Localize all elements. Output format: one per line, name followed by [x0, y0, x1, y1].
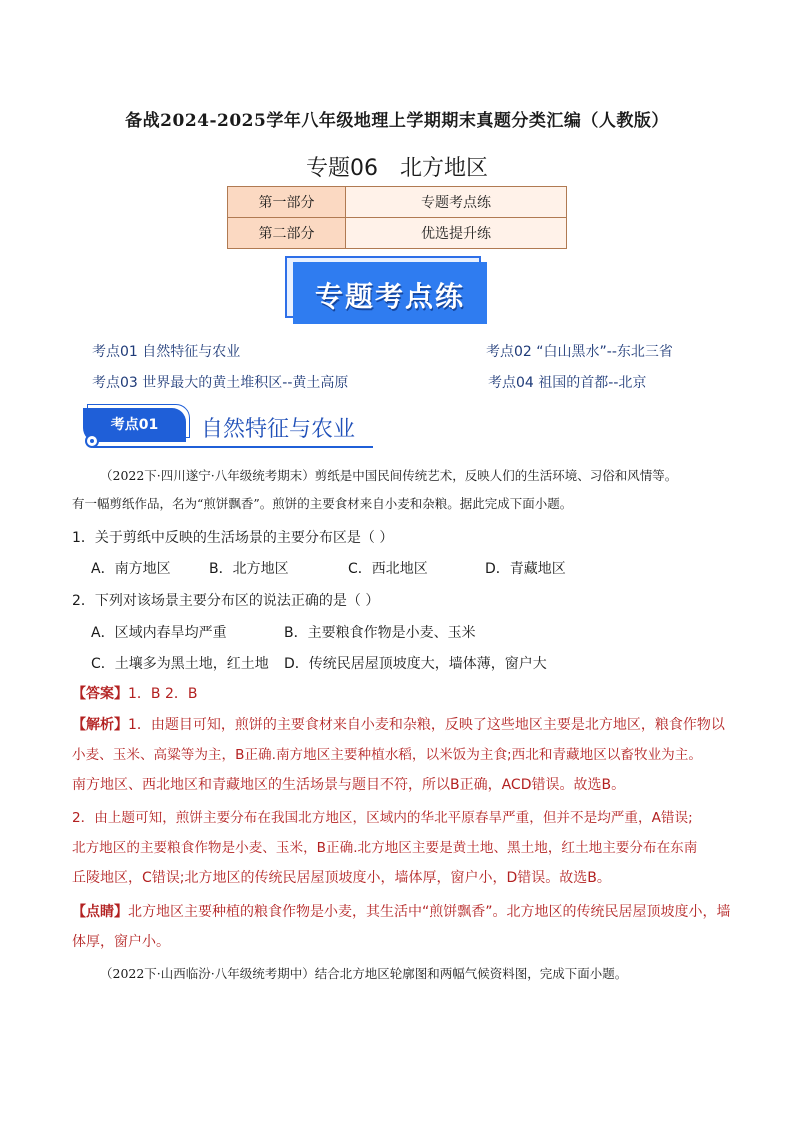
answer-tag: 【答案】 [72, 686, 128, 702]
kaodian-item-1[interactable]: 考点01 自然特征与农业 [92, 344, 241, 360]
section-banner [285, 256, 489, 324]
question-1-stem: 1．关于剪纸中反映的生活场景的主要分布区是（ ） [72, 530, 394, 546]
part-name: 优选提升练 [346, 218, 567, 249]
question-1-option-b[interactable]: B．北方地区 [209, 561, 289, 577]
part-label: 第一部分 [228, 187, 346, 218]
next-question-intro: （2022下·山西临汾·八年级统考期中）结合北方地区轮廓图和两幅气候资料图，完成下面小题。 [100, 966, 628, 981]
topic-title [0, 151, 794, 182]
kaodian-item-3[interactable]: 考点03 世界最大的黄土堆积区--黄土高原 [92, 375, 349, 391]
table-row [228, 218, 567, 249]
table-row [228, 187, 567, 218]
analysis-text: 1．由题目可知，煎饼的主要食材来自小麦和杂粮，反映了这些地区主要是北方地区，粮食作物以 [128, 717, 725, 733]
analysis-line-4: 2．由上题可知，煎饼主要分布在我国北方地区，区域内的华北平原春旱严重，但并不是均严重，A错误; [72, 810, 693, 826]
question-1-option-c[interactable]: C．西北地区 [348, 561, 428, 577]
question-2-option-b[interactable]: B．主要粮食作物是小麦、玉米 [284, 625, 476, 641]
section-title: 自然特征与农业 [201, 417, 356, 442]
question-2-option-d[interactable]: D．传统民居屋顶坡度大，墙体薄，窗户大 [284, 656, 547, 672]
analysis-line-3: 南方地区、西北地区和青藏地区的生活场景与题目不符，所以B正确，ACD错误。故选B。 [72, 777, 626, 793]
analysis-line-5: 北方地区的主要粮食作物是小麦、玉米，B正确.北方地区主要是黄土地、黑土地，红土地主要分布在东南 [72, 840, 698, 856]
banner-label: 专题考点练 [314, 280, 465, 313]
section-badge: 考点01 [83, 408, 186, 442]
part-label: 第二部分 [228, 218, 346, 249]
tip-tag: 【点睛】 [72, 904, 128, 920]
tip-line-1 [72, 898, 732, 927]
answer-text: 1．B 2．B [128, 686, 198, 702]
analysis-tag: 【解析】 [72, 717, 128, 733]
analysis-line-2: 小麦、玉米、高粱等为主，B正确.南方地区主要种植水稻，以米饭为主食;西北和青藏地区以畜牧业为主。 [72, 747, 702, 763]
kaodian-item-2[interactable]: 考点02 “白山黑水”--东北三省 [486, 344, 673, 360]
question-1-option-d[interactable]: D．青藏地区 [485, 561, 566, 577]
parts-table [227, 186, 567, 249]
question-2-stem: 2．下列对该场景主要分布区的说法正确的是（ ） [72, 593, 380, 609]
question-2-option-a[interactable]: A．区域内春旱均严重 [91, 625, 227, 641]
kaodian-item-4[interactable]: 考点04 祖国的首都--北京 [488, 375, 647, 391]
analysis-line-6: 丘陵地区，C错误;北方地区的传统民居屋顶坡度小，墙体厚，窗户小，D错误。故选B。 [72, 870, 611, 886]
topic-name: 北方地区 [399, 156, 488, 181]
intro-line-2: 有一幅剪纸作品，名为“煎饼飘香”。煎饼的主要食材来自小麦和杂粮。据此完成下面小题。 [72, 496, 573, 511]
section-heading [83, 404, 383, 454]
topic-number: 专题06 [305, 156, 378, 181]
tip-line-2: 体厚，窗户小。 [72, 934, 170, 950]
tip-text: 北方地区主要种植的粮食作物是小麦，其生活中“煎饼飘香”。北方地区的传统民居屋顶坡度小，墙 [128, 904, 731, 920]
heading-underline [93, 446, 373, 448]
document-title: 备战2024-2025学年八年级地理上学期期末真题分类汇编（人教版） [125, 111, 669, 131]
analysis-line-1 [72, 711, 732, 740]
banner-front [293, 262, 487, 324]
intro-line-1: （2022下·四川遂宁·八年级统考期末）剪纸是中国民间传统艺术，反映人们的生活环境、习俗和风情等。 [100, 468, 678, 483]
question-1-option-a[interactable]: A．南方地区 [91, 561, 171, 577]
part-name: 专题考点练 [346, 187, 567, 218]
question-2-option-c[interactable]: C．土壤多为黑土地，红土地 [91, 656, 269, 672]
answer-line [72, 680, 732, 709]
